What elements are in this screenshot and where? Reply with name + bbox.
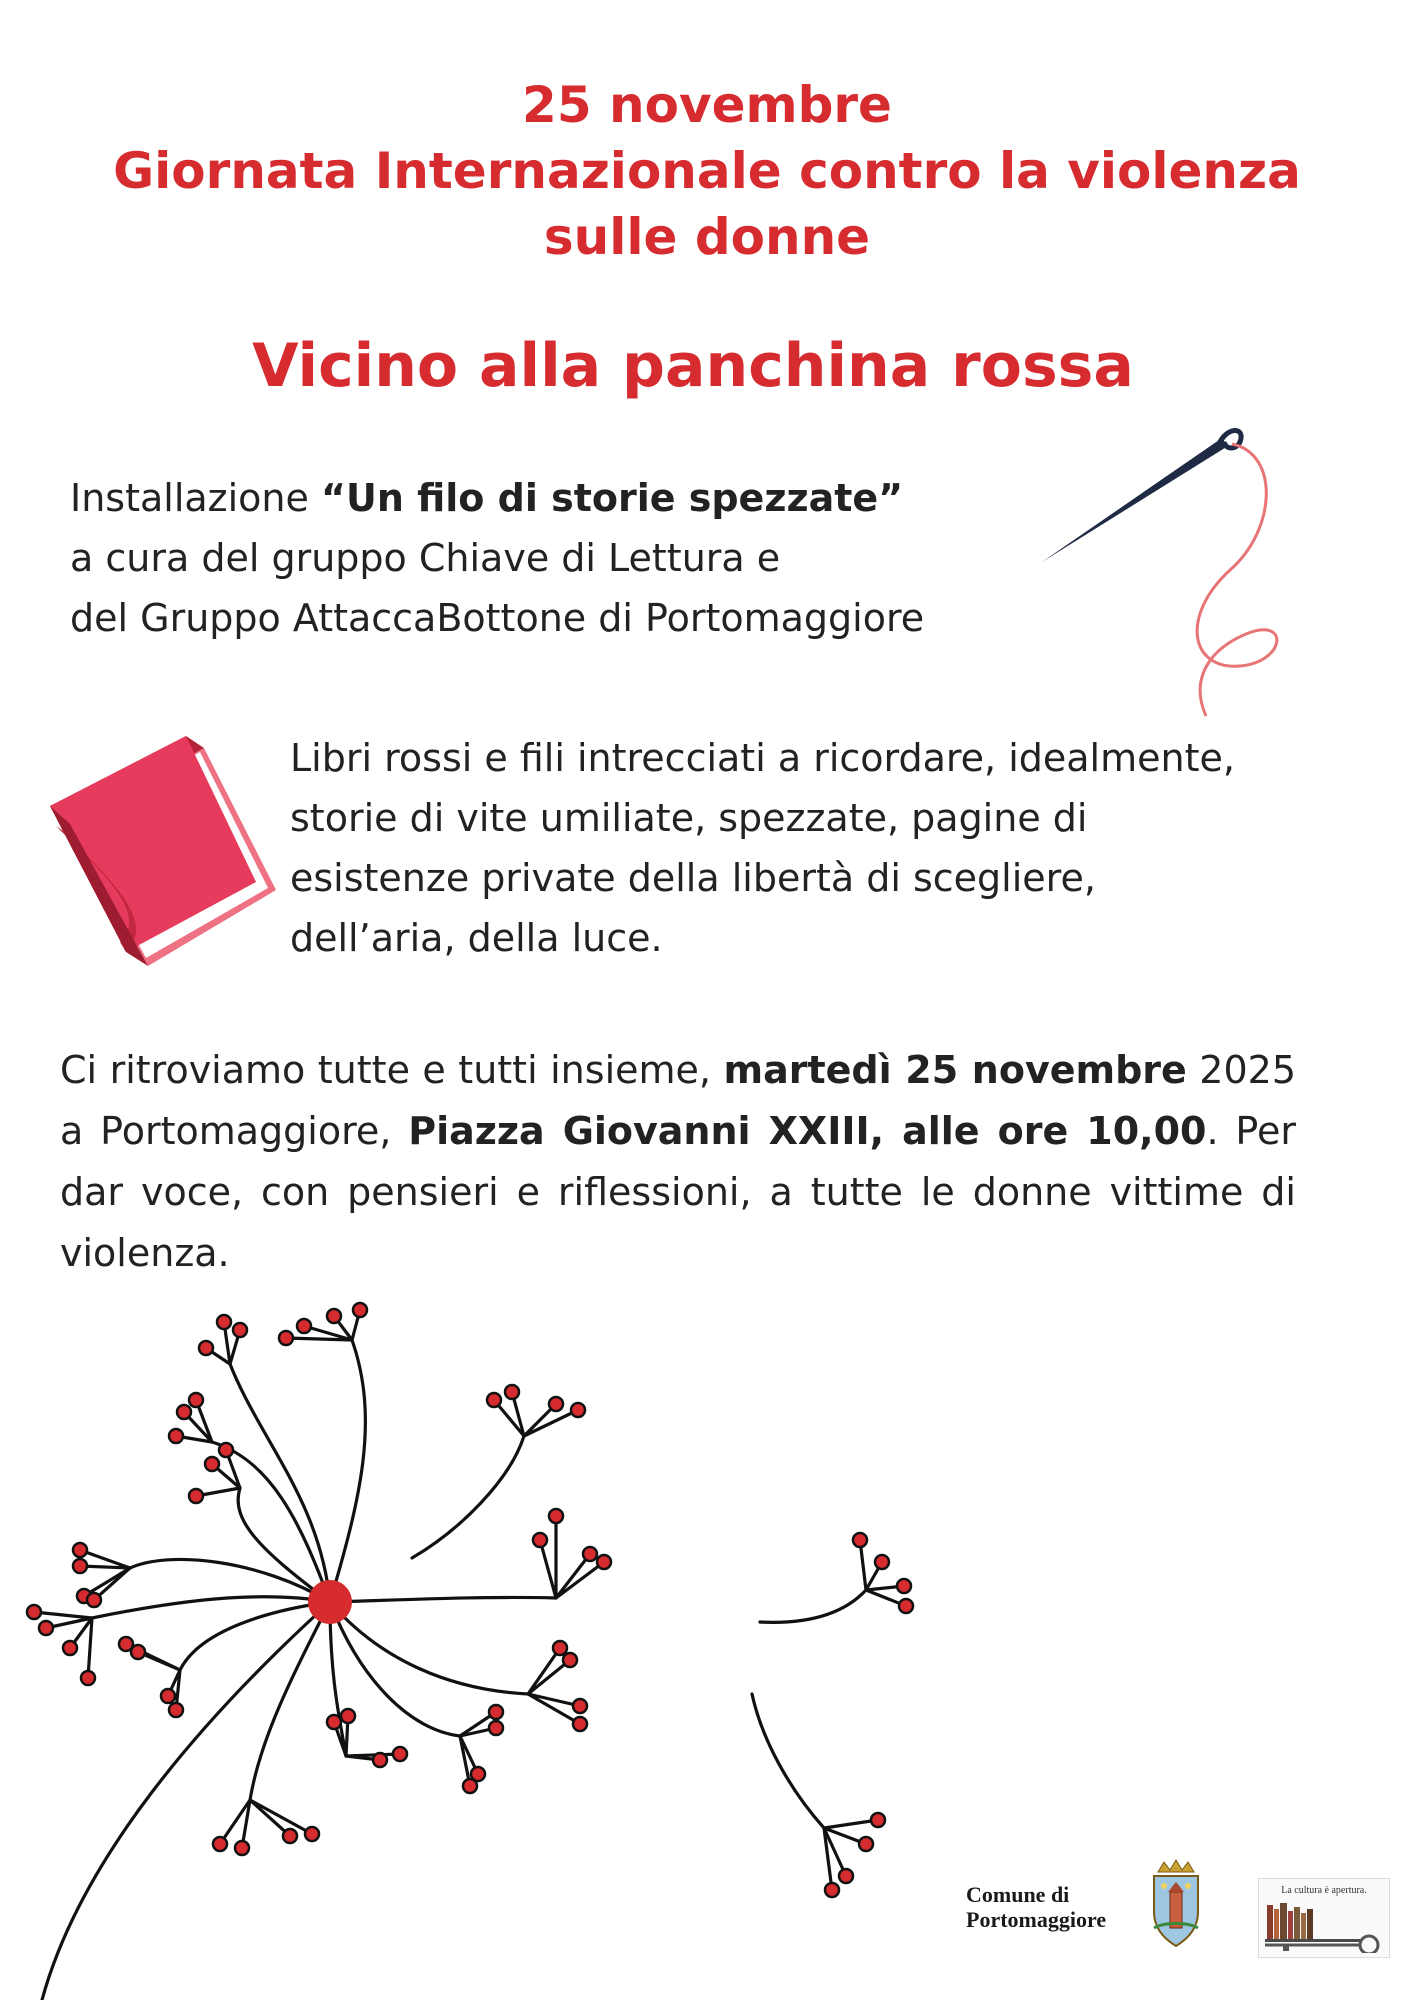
cultura-logo (1258, 1878, 1390, 1958)
event-text-part2: 2025 a Portomaggiore, (60, 1048, 1297, 1153)
event-text-part3: . Per dar voce, con pensieri e riflessioni, a tutte le donne vittime di violenza. (60, 1109, 1296, 1275)
comune-logo (966, 1882, 1136, 1932)
description-line1: Libri rossi e fili intrecciati a ricordare, idealmente, (290, 736, 1235, 780)
event-details-paragraph (60, 1040, 1296, 1284)
description-line2: storie di vite umiliate, spezzate, pagine di (290, 796, 1088, 840)
event-subtitle: Vicino alla panchina rossa (252, 331, 1134, 401)
event-date: martedì 25 novembre (723, 1048, 1187, 1092)
comune-logo-line2: Portomaggiore (966, 1907, 1107, 1932)
description-line3: esistenze private della libertà di scegliere, (290, 856, 1096, 900)
event-date-heading: 25 novembre (522, 76, 892, 134)
cultura-tagline: La cultura è apertura. (1281, 1885, 1367, 1896)
comune-logo-line1: Comune di (966, 1882, 1070, 1907)
installation-title: “Un filo di storie spezzate” (320, 476, 904, 520)
red-book-icon (40, 730, 290, 970)
installation-line3: del Gruppo AttaccaBottone di Portomaggiore (70, 596, 925, 640)
event-title (0, 72, 1414, 270)
installation-prefix: Installazione (70, 476, 321, 520)
description-paragraph (290, 728, 1390, 968)
key-books-icon (1263, 1901, 1385, 1953)
event-text-part1: Ci ritroviamo tutte e tutti insieme, (60, 1048, 724, 1092)
installation-paragraph (70, 468, 1060, 648)
event-title-line2: sulle donne (543, 208, 871, 266)
description-line4: dell’aria, della luce. (290, 916, 663, 960)
needle-thread-icon (1040, 420, 1320, 720)
coat-of-arms-icon (1148, 1858, 1204, 1948)
installation-line2: a cura del gruppo Chiave di Lettura e (70, 536, 781, 580)
event-title-line1: Giornata Internazionale contro la violenza (113, 142, 1301, 200)
event-place-time: Piazza Giovanni XXIII, alle ore 10,00 (408, 1109, 1207, 1153)
dandelion-illustration (0, 1300, 940, 2000)
